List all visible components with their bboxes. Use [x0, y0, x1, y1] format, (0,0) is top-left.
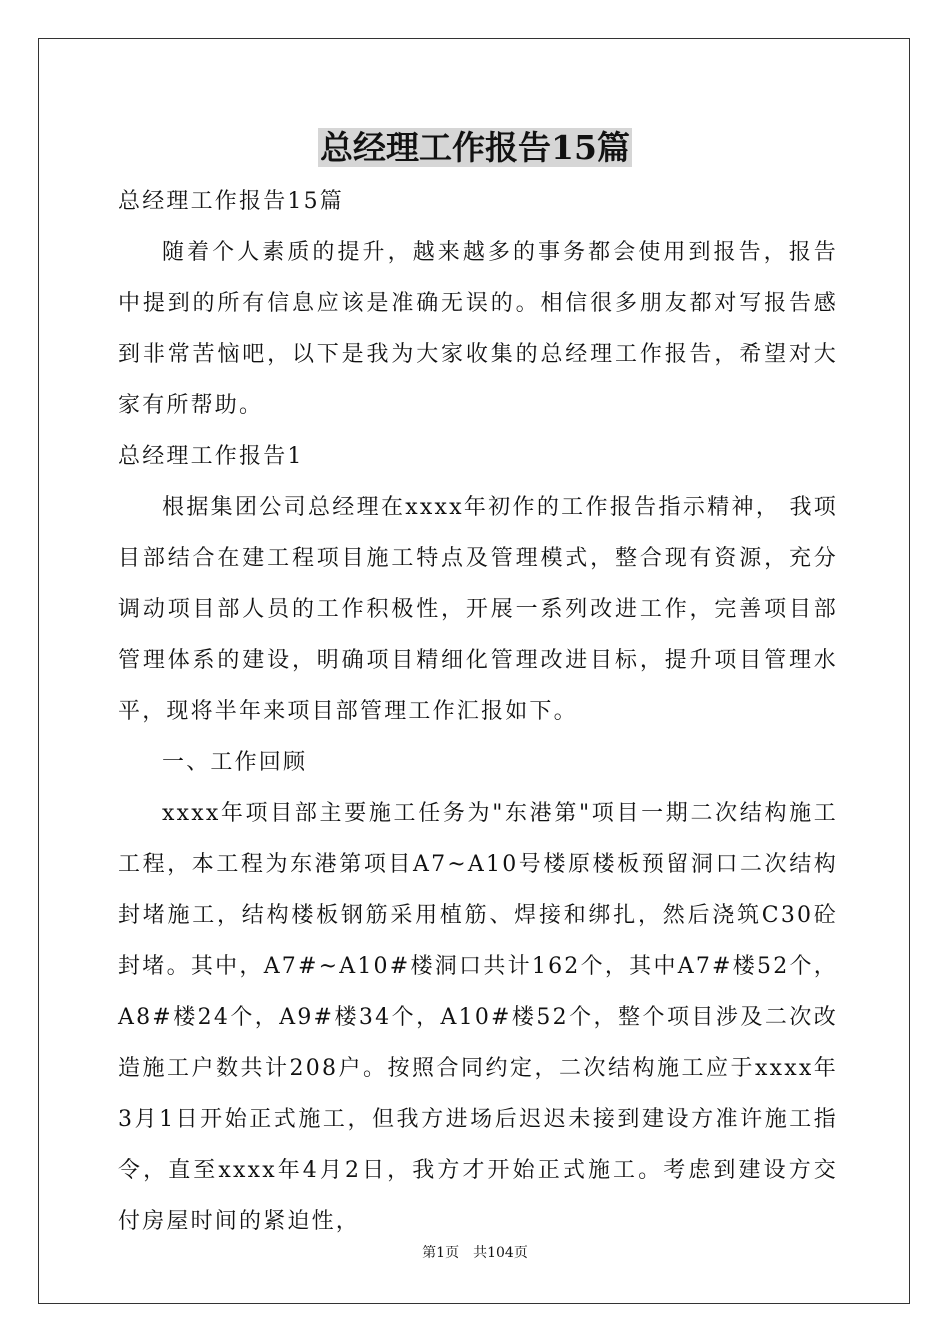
- paragraph-section-heading: 总经理工作报告1: [118, 444, 304, 469]
- page-total: 共104页: [473, 1245, 528, 1261]
- paragraph-body: 根据集团公司总经理在xxxx年初作的工作报告指示精神， 我项目部结合在建工程项目施工特点及管理模式，整合现有资源，充分调动项目部人员的工作积极性，开展一系列改进工作，完善项目部管理体系的建设，明确项目精细化管理改进目标，提升项目管理水平，现将半年来项目部管理工作汇报如下。: [118, 495, 838, 724]
- paragraph-intro: 随着个人素质的提升，越来越多的事务都会使用到报告，报告中提到的所有信息应该是准确无误的。相信很多朋友都对写报告感到非常苦恼吧，以下是我为大家收集的总经理工作报告，希望对大家有所帮助。: [118, 240, 838, 418]
- document-body: [118, 176, 838, 1247]
- document-title-text: 总经理工作报告15篇: [320, 128, 630, 167]
- paragraph-subtitle: 总经理工作报告15篇: [118, 189, 344, 214]
- page-footer: [0, 1243, 950, 1263]
- page-number: 第1页: [422, 1245, 460, 1261]
- paragraph-subheading: 一、工作回顾: [162, 750, 308, 775]
- paragraph-body: xxxx年项目部主要施工任务为"东港第"项目一期二次结构施工工程，本工程为东港第项目A7~A10号楼原楼板预留洞口二次结构封堵施工，结构楼板钢筋采用植筋、焊接和绑扎，然后浇筑C30砼封堵。其中，A7#~A10#楼洞口共计162个，其中A7#楼52个，A8#楼24个，A9#楼34个，A10#楼52个，整个项目涉及二次改造施工户数共计208户。按照合同约定，二次结构施工应于xxxx年3月1日开始正式施工，但我方进场后迟迟未接到建设方准许施工指令，直至xxxx年4月2日，我方才开始正式施工。考虑到建设方交付房屋时间的紧迫性，: [118, 801, 838, 1234]
- document-title: [0, 126, 950, 170]
